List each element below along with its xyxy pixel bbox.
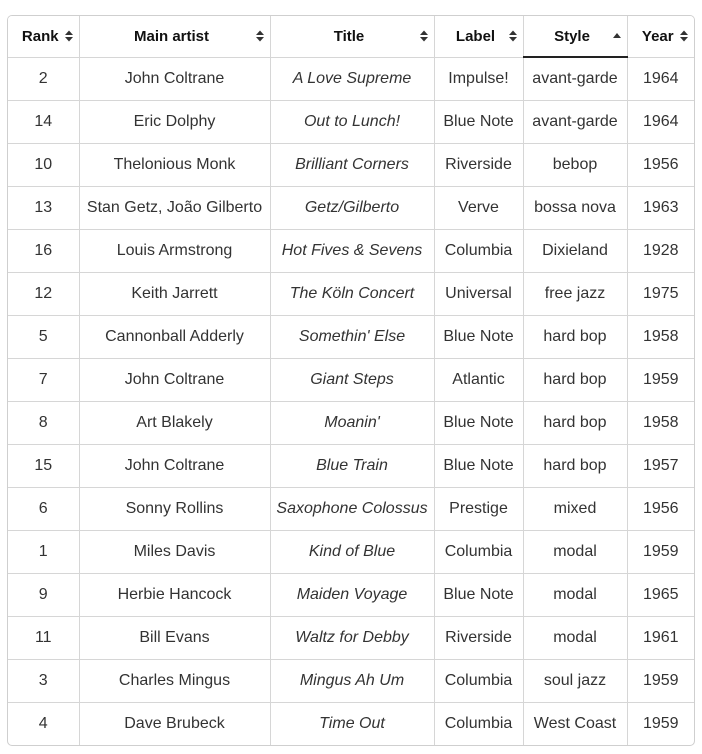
cell-label: Prestige (434, 488, 523, 531)
cell-style: Dixieland (523, 230, 627, 273)
column-header-label: Style (554, 27, 590, 45)
cell-artist: Thelonious Monk (79, 144, 270, 187)
cell-rank: 1 (8, 531, 79, 574)
table-row (8, 531, 694, 574)
cell-label: Blue Note (434, 316, 523, 359)
cell-label: Blue Note (434, 574, 523, 617)
cell-title: Brilliant Corners (270, 144, 434, 187)
cell-artist: Miles Davis (79, 531, 270, 574)
cell-label: Blue Note (434, 101, 523, 144)
cell-rank: 6 (8, 488, 79, 531)
column-header-label: Title (333, 27, 365, 45)
cell-year: 1964 (627, 57, 694, 101)
cell-label: Columbia (434, 660, 523, 703)
cell-label: Universal (434, 273, 523, 316)
cell-title: Maiden Voyage (270, 574, 434, 617)
cell-rank: 4 (8, 703, 79, 746)
cell-artist: Herbie Hancock (79, 574, 270, 617)
cell-year: 1958 (627, 316, 694, 359)
cell-style: modal (523, 531, 627, 574)
cell-rank: 10 (8, 144, 79, 187)
table-row (8, 703, 694, 746)
cell-style: hard bop (523, 402, 627, 445)
cell-style: hard bop (523, 316, 627, 359)
albums-table (8, 16, 694, 745)
table-row (8, 101, 694, 144)
cell-rank: 16 (8, 230, 79, 273)
cell-year: 1956 (627, 144, 694, 187)
cell-title: Hot Fives & Sevens (270, 230, 434, 273)
sort-both-icon (680, 30, 688, 42)
cell-label: Columbia (434, 531, 523, 574)
table-row (8, 445, 694, 488)
cell-rank: 7 (8, 359, 79, 402)
table-body (8, 57, 694, 745)
sort-both-icon (256, 30, 264, 42)
cell-rank: 3 (8, 660, 79, 703)
sort-both-icon (420, 30, 428, 42)
column-header-label[interactable] (434, 16, 523, 57)
column-header-label: Label (455, 27, 496, 45)
cell-title: The Köln Concert (270, 273, 434, 316)
cell-artist: Charles Mingus (79, 660, 270, 703)
cell-artist: Dave Brubeck (79, 703, 270, 746)
table-row (8, 230, 694, 273)
cell-style: avant-garde (523, 101, 627, 144)
table-row (8, 488, 694, 531)
table-header (8, 16, 694, 57)
column-header-title[interactable] (270, 16, 434, 57)
cell-artist: Eric Dolphy (79, 101, 270, 144)
table-row (8, 316, 694, 359)
cell-label: Blue Note (434, 402, 523, 445)
cell-style: hard bop (523, 445, 627, 488)
cell-artist: Cannonball Adderly (79, 316, 270, 359)
cell-style: free jazz (523, 273, 627, 316)
header-row (8, 16, 694, 57)
cell-artist: Stan Getz, João Gilberto (79, 187, 270, 230)
cell-artist: John Coltrane (79, 359, 270, 402)
table-row (8, 144, 694, 187)
cell-title: Out to Lunch! (270, 101, 434, 144)
cell-rank: 9 (8, 574, 79, 617)
cell-title: A Love Supreme (270, 57, 434, 101)
cell-rank: 8 (8, 402, 79, 445)
table-row (8, 660, 694, 703)
cell-style: modal (523, 617, 627, 660)
cell-style: modal (523, 574, 627, 617)
cell-year: 1958 (627, 402, 694, 445)
cell-title: Moanin' (270, 402, 434, 445)
cell-artist: John Coltrane (79, 445, 270, 488)
cell-title: Time Out (270, 703, 434, 746)
albums-table-container (7, 15, 695, 746)
table-row (8, 359, 694, 402)
cell-rank: 2 (8, 57, 79, 101)
cell-year: 1959 (627, 660, 694, 703)
cell-artist: Keith Jarrett (79, 273, 270, 316)
cell-artist: Louis Armstrong (79, 230, 270, 273)
cell-year: 1975 (627, 273, 694, 316)
cell-style: bossa nova (523, 187, 627, 230)
cell-style: West Coast (523, 703, 627, 746)
cell-year: 1959 (627, 531, 694, 574)
cell-title: Waltz for Debby (270, 617, 434, 660)
cell-year: 1959 (642, 715, 679, 732)
table-row (8, 57, 694, 101)
cell-title: Saxophone Colossus (270, 488, 434, 531)
column-header-artist[interactable] (79, 16, 270, 57)
cell-year: 1963 (627, 187, 694, 230)
cell-year: 1964 (627, 101, 694, 144)
cell-year: 1965 (627, 574, 694, 617)
column-header-rank[interactable] (8, 16, 79, 57)
cell-year: 1961 (627, 617, 694, 660)
cell-style: mixed (523, 488, 627, 531)
cell-label: Columbia (434, 703, 523, 746)
cell-style: avant-garde (523, 57, 627, 101)
table-row (8, 273, 694, 316)
sort-both-icon (509, 30, 517, 42)
cell-style: hard bop (523, 359, 627, 402)
column-header-style[interactable] (523, 16, 627, 57)
cell-rank: 14 (8, 101, 79, 144)
cell-label: Riverside (434, 617, 523, 660)
cell-rank: 11 (8, 617, 79, 660)
cell-rank: 15 (8, 445, 79, 488)
cell-title: Kind of Blue (270, 531, 434, 574)
cell-label: Verve (434, 187, 523, 230)
cell-title: Giant Steps (270, 359, 434, 402)
cell-artist: John Coltrane (79, 57, 270, 101)
column-header-label: Year (641, 27, 674, 45)
cell-label: Blue Note (434, 445, 523, 488)
column-header-label: Main artist (133, 27, 209, 45)
table-row (8, 617, 694, 660)
cell-title: Somethin' Else (270, 316, 434, 359)
cell-label: Columbia (434, 230, 523, 273)
table-row (8, 187, 694, 230)
cell-rank: 5 (8, 316, 79, 359)
cell-style: bebop (523, 144, 627, 187)
sort-ascending-icon (613, 30, 621, 42)
cell-year: 1928 (627, 230, 694, 273)
cell-label: Impulse! (434, 57, 523, 101)
column-header-label: Rank (21, 27, 59, 45)
cell-title: Getz/Gilberto (270, 187, 434, 230)
cell-rank: 12 (8, 273, 79, 316)
cell-label: Atlantic (434, 359, 523, 402)
column-header-year[interactable] (627, 16, 694, 57)
cell-artist: Art Blakely (79, 402, 270, 445)
cell-label: Riverside (434, 144, 523, 187)
table-row (8, 574, 694, 617)
sort-both-icon (65, 30, 73, 42)
table-row (8, 402, 694, 445)
cell-style: soul jazz (523, 660, 627, 703)
cell-title: Mingus Ah Um (270, 660, 434, 703)
cell-title: Blue Train (270, 445, 434, 488)
cell-artist: Sonny Rollins (79, 488, 270, 531)
cell-year: 1959 (627, 359, 694, 402)
cell-rank: 13 (8, 187, 79, 230)
cell-artist: Bill Evans (79, 617, 270, 660)
cell-year: 1956 (627, 488, 694, 531)
cell-year: 1957 (627, 445, 694, 488)
